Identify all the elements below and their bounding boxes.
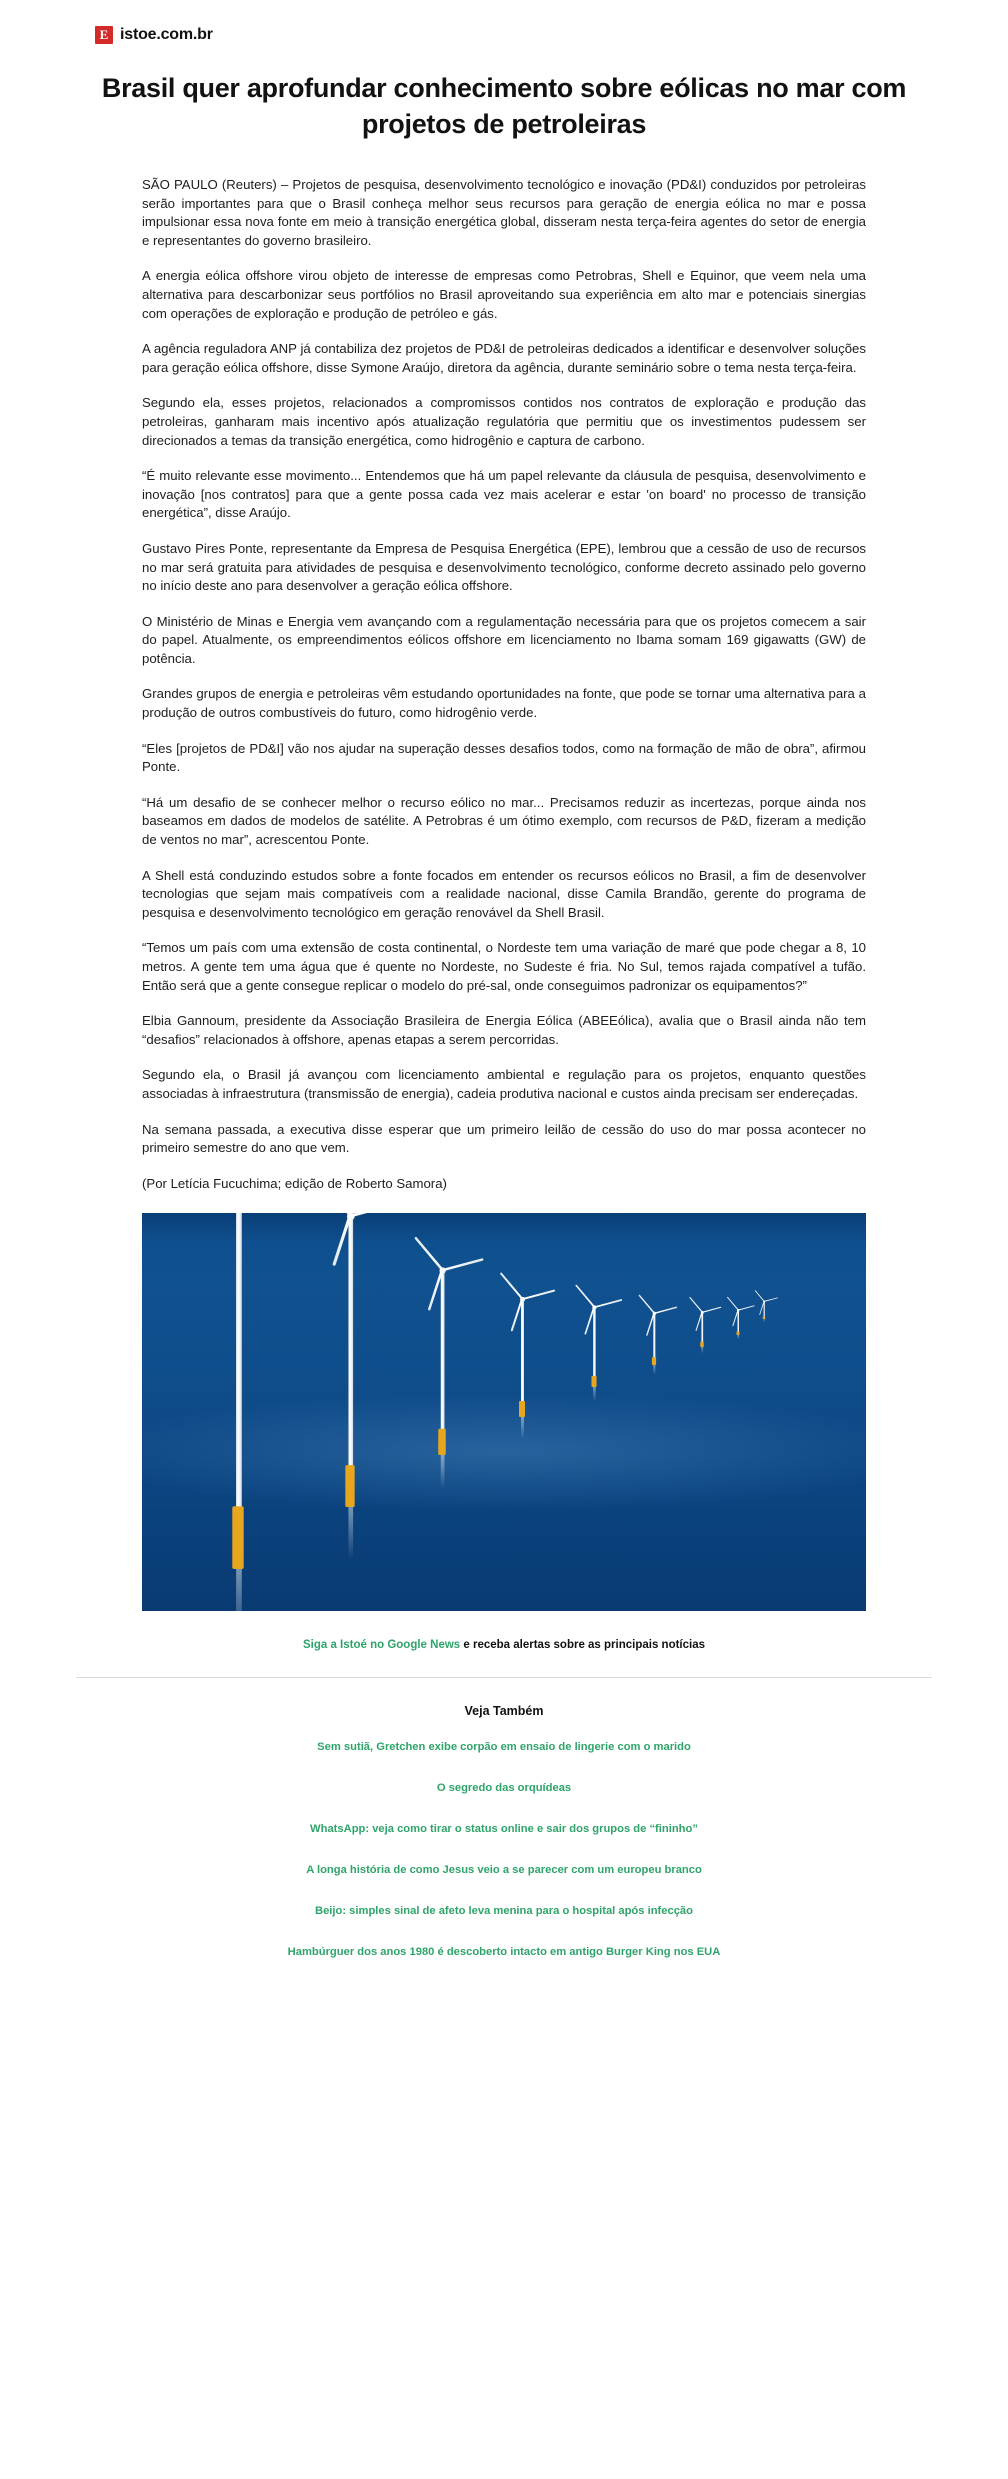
article-figure [142,1213,866,1611]
related-link[interactable]: WhatsApp: veja como tirar o status online e sair dos grupos de “fininho” [310,1823,698,1836]
photo-water-glare [142,1392,866,1511]
related-link[interactable]: Beijo: simples sinal de afeto leva menina para o hospital após infecção [314,1905,693,1918]
article-paragraph: Segundo ela, o Brasil já avançou com licenciamento ambiental e regulação para os projetos, enquanto questões associadas à infraestrutura (transmissão de energia), cadeia produtiva nacional e custos ainda precisam ser endereçadas. [142,1067,866,1101]
article-paragraph: “Temos um país com uma extensão de costa continental, o Nordeste tem uma variação de maré que pode chegar a 8, 10 metros. A gente tem uma água que é quente no Nordeste, no Sudeste é fria. No Sul, temos rajada compatível a tufão. Então será que a gente consegue replicar o modelo do pré-sal, onde conseguimos padronizar os equipamentos?” [142,940,866,993]
site-header [0,0,1008,44]
offshore-wind-farm-photo [142,1213,866,1611]
article-byline: (Por Letícia Fucuchima; edição de Roberto Samora) [142,1175,447,1191]
article-paragraph: Grandes grupos de energia e petroleiras vêm estudando oportunidades na fonte, que pode se tornar uma alternativa para a produção de outros combustíveis do futuro, como hidrogênio verde. [142,686,866,721]
article-paragraph: A agência reguladora ANP já contabiliza dez projetos de PD&I de petroleiras dedicados a identificar e desenvolver soluções para geração eólica offshore, disse Symone Araújo, diretora da agência, durante seminário sobre o tema nesta terça-feira. [142,341,866,375]
google-news-tail: e receba alertas sobre as principais notícias [460,1639,706,1652]
article-paragraph: Elbia Gannoum, presidente da Associação Brasileira de Energia Eólica (ABEEólica), avalia que o Brasil ainda não tem “desafios” relacionados à offshore, apenas etapas a serem percorridas. [142,1013,866,1047]
article-paragraph: “Há um desafio de se conhecer melhor o recurso eólico no mar... Precisamos reduzir as incertezas, porque ainda nos baseamos em dados de modelos de satélite. A Petrobras é um ótimo exemplo, com recursos de P&D, fizeram a medição de ventos no mar”, acrescentou Ponte. [142,794,866,848]
related-link[interactable]: O segredo das orquídeas [436,1782,572,1795]
article-paragraph: Gustavo Pires Ponte, representante da Empresa de Pesquisa Energética (EPE), lembrou que a cessão de uso de recursos no mar será gratuita para atividades de pesquisa e desenvolvimento tecnológico, conforme decreto assinado pelo governo no início deste ano para desenvolver a geração eólica offshore. [142,540,866,594]
article-paragraph: A Shell está conduzindo estudos sobre a fonte focados em entender os recursos eólicos no Brasil, a fim de desenvolver tecnologias que sejam mais compatíveis com a realidade nacional, disse Camila Brandão, gerente do programa de pesquisa e desenvolvimento tecnológico em geração renovável da Shell Brasil. [142,867,866,920]
google-news-cta [142,1639,866,1651]
related-link[interactable]: A longa história de como Jesus veio a se parecer com um europeu branco [306,1864,702,1877]
section-divider [76,1677,932,1678]
page-title: Brasil quer aprofundar conhecimento sobre eólicas no mar com projetos de petroleiras [101,73,907,139]
article-paragraph: “Eles [projetos de PD&I] vão nos ajudar na superação desses desafios todos, como na formação de mão de obra”, afirmou Ponte. [142,740,866,775]
article-paragraph: O Ministério de Minas e Energia vem avançando com a regulamentação necessária para que os projetos comecem a sair do papel. Atualmente, os empreendimentos eólicos offshore em licenciamento no Ibama somam 169 gigawatts (GW) de potência. [142,613,866,666]
google-news-link[interactable]: Siga a Istoé no Google News [302,1639,461,1652]
related-link[interactable]: Sem sutiã, Gretchen exibe corpão em ensaio de lingerie com o marido [317,1741,691,1754]
article-body [142,176,866,1193]
article-paragraph: SÃO PAULO (Reuters) – Projetos de pesquisa, desenvolvimento tecnológico e inovação (PD&I) conduzidos por petroleiras serão importantes para que o Brasil conheça melhor seus recursos para geração de energia eólica no mar e possa impulsionar essa nova fonte em meio à transição energética global, disseram nesta terça-feira agentes do setor de energia e representantes do governo brasileiro. [142,177,866,248]
article-paragraph: Segundo ela, esses projetos, relacionados a compromissos contidos nos contratos de exploração e produção das petroleiras, ganharam mais incentivo após atualização regulatória que permitiu que os investimentos pudessem ser direcionados a temas da transição energética, como hidrogênio e captura de carbono. [142,395,866,448]
istoe-logo-icon[interactable]: E [95,26,113,44]
article-paragraph: “É muito relevante esse movimento... Entendemos que há um papel relevante da cláusula de pesquisa, desenvolvimento e inovação [nos contratos] para que a gente possa cada vez mais acelerar e estar 'on board' no processo de transição energética”, disse Araújo. [142,468,866,521]
article-paragraph: A energia eólica offshore virou objeto de interesse de empresas como Petrobras, Shell e Equinor, que veem nela uma alternativa para descarbonizar seus portfólios no Brasil aproveitando sua experiência em alto mar e potenciais sinergias com operações de exploração e produção de petróleo e gás. [142,268,866,321]
photo-sky [142,1213,866,1241]
site-name[interactable]: istoe.com.br [120,26,213,43]
related-link[interactable]: Hambúrguer dos anos 1980 é descoberto intacto em antigo Burger King nos EUA [287,1946,721,1959]
related-title: Veja Também [464,1704,544,1719]
article-paragraph: Na semana passada, a executiva disse esperar que um primeiro leilão de cessão do uso do mar possa acontecer no primeiro semestre do ano que vem. [142,1121,866,1156]
related-section [142,1704,866,1960]
